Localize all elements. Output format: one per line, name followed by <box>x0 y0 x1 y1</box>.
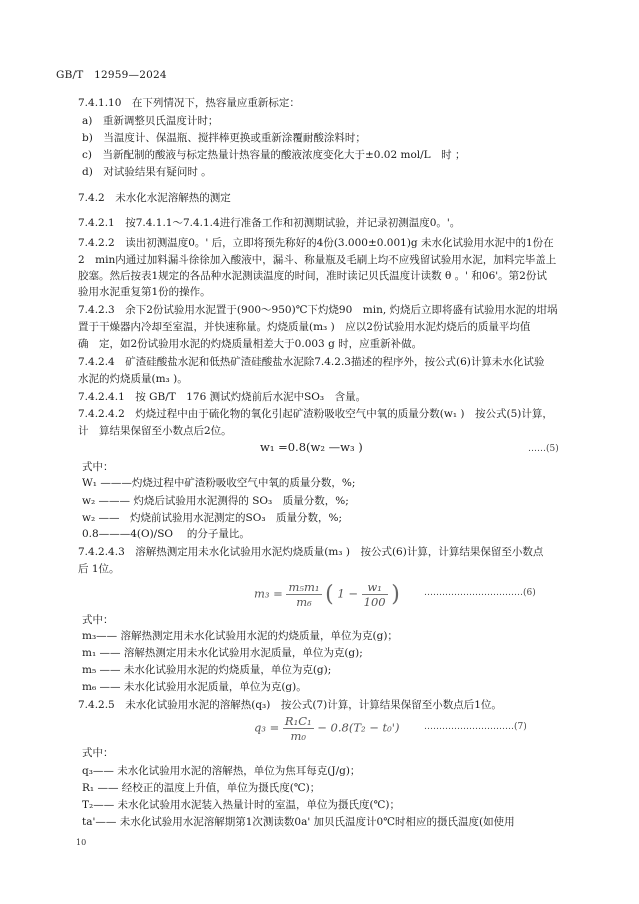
formula-6-denominator: m₆ <box>296 595 312 609</box>
where-label-5: 式中： <box>82 461 114 473</box>
list-item-b: b) 当温度计、保温瓶、搅拌棒更换或重新涂覆耐酸涂料时； <box>82 132 366 144</box>
definition-w2-before: w₂ —— 灼烧前试验用水泥测定的SO₃ 质量分数，%; <box>82 512 343 524</box>
definition-r1: R₁ —— 经校正的温度上升值，单位为摄氏度(℃)； <box>82 782 321 794</box>
clause-7-4-2-3-line2: 置于干燥器内冷却至室温，并快速称量。灼烧质量(m₃ ) 应以2份试验用水泥灼烧后的质量平均值 <box>78 321 531 333</box>
formula-6-lhs: m₃ = <box>254 586 283 601</box>
formula-6: m₃ = $\frac{\text{m₅m₁}}{\text{m₆}}$ ( 1 − $\frac{\text{w₁}}{100}$ ) <box>254 580 400 609</box>
where-label-7: 式中： <box>82 747 114 759</box>
formula-6-fraction <box>286 580 321 609</box>
list-item-a: a) 重新调整贝氏温度计时； <box>82 115 219 127</box>
formula-6-fraction-2 <box>362 580 388 609</box>
formula-7 <box>254 714 399 743</box>
section-heading-7-4-2: 7.4.2 未水化水泥溶解热的测定 <box>78 192 231 204</box>
list-item-c: c) 当新配制的酸液与标定热量计热容量的酸液浓度变化大于±0.02 mol/L 时 ； <box>82 149 466 161</box>
page-number: 10 <box>76 838 87 847</box>
formula-5: w₁ =0.8(w₂ —w₃ ) <box>260 440 363 454</box>
formula-6-denominator-2: 100 <box>363 595 386 609</box>
clause-7-4-1-10: 7.4.1.10 在下列情况下，热容量应重新标定： <box>78 97 300 109</box>
formula-7-numerator: R₁C₁ <box>284 714 312 728</box>
clause-7-4-2-2-line4: 验用水泥重复第1份的操作。 <box>78 286 211 298</box>
formula-7-denominator: m₀ <box>290 729 307 743</box>
clause-7-4-2-3-line1: 7.4.2.3 余下2份试验用水泥置于(900～950)℃下灼烧90 min, 灼烧后立即将盛有试验用水泥的坩埚 <box>78 304 558 316</box>
definition-t2: T₂—— 未水化试验用水泥装入热量计时的室温，单位为摄氏度(℃)； <box>82 799 400 811</box>
formula-7-lhs: q₃ = <box>254 720 280 735</box>
equation-number-5: ……(5) <box>528 444 559 454</box>
formula-6-numerator-2: w₁ <box>362 580 388 595</box>
clause-7-4-2-4-1: 7.4.2.4.1 按 GB/T 176 测试灼烧前后水泥中SO₃ 含量。 <box>78 391 367 403</box>
formula-6-numerator: m₅m₁ <box>288 580 320 594</box>
equation-number-7: …………………………(7) <box>424 722 527 732</box>
definition-m1: m₁ —— 溶解热测定用未水化试验用水泥质量，单位为克(g); <box>82 647 363 659</box>
clause-7-4-2-1: 7.4.2.1 按7.4.1.1～7.4.1.4进行准备工作和初测期试验，并记录初测温度0。'。 <box>78 217 461 229</box>
definition-w1: W₁ ———灼烧过程中矿渣粉吸收空气中氧的质量分数，%; <box>82 477 356 489</box>
clause-7-4-2-4-2-line2: 计 算结果保留至小数点后2位。 <box>78 425 232 437</box>
clause-7-4-2-5: 7.4.2.5 未水化试验用水泥的溶解热(q₃) 按公式(7)计算，计算结果保留至小数点后1位。 <box>78 699 502 711</box>
definition-q3: q₃—— 未水化试验用水泥的溶解热，单位为焦耳每克(J/g)； <box>82 765 361 777</box>
definition-m5: m₅ —— 未水化试验用水泥的灼烧质量，单位为克(g); <box>82 664 332 676</box>
definition-m6: m₆ —— 未水化试验用水泥质量，单位为克(g)。 <box>82 681 307 693</box>
clause-7-4-2-4-2-line1: 7.4.2.4.2 灼烧过程中由于硫化物的氧化引起矿渣粉吸收空气中氧的质量分数(w₁ ) 按公式(5)计算， <box>78 408 553 420</box>
definition-w2-after: w₂ ——— 灼烧后试验用水泥测得的 SO₃ 质量分数，%; <box>82 495 349 507</box>
definition-ta: ta'—— 未水化试验用水泥溶解期第1次测读数0a' 加贝氏温度计0℃时相应的摄氏温度(如使用 <box>82 816 515 828</box>
formula-7-rest: − 0.8(T₂ − t₀') <box>317 720 400 735</box>
definition-m3: m₃—— 溶解热测定用未水化试验用水泥的灼烧质量，单位为克(g)； <box>82 630 398 642</box>
clause-7-4-2-2-line2: 2 min内通过加料漏斗徐徐加入酸液中，漏斗、称量瓶及毛刷上均不应残留试验用水泥，加料完毕盖上 <box>78 254 557 266</box>
where-label-6: 式中： <box>82 614 114 626</box>
clause-7-4-2-4-line1: 7.4.2.4 矿渣硅酸盐水泥和低热矿渣硅酸盐水泥除7.4.2.3描述的程序外，按公式(6)计算未水化试验 <box>78 356 545 368</box>
clause-7-4-2-3-line3: 确 定，如2份试验用水泥的灼烧质量相差大于0.003 g 时，应重新补做。 <box>78 338 423 350</box>
equation-number-6: ……………………………(6) <box>424 588 536 598</box>
clause-7-4-2-2-line1: 7.4.2.2 读出初测温度0。' 后，立即将预先称好的4份(3.000±0.001)g 未水化试验用水泥中的1份在 <box>78 237 554 249</box>
definition-ratio: 0.8———4(O)/SO 的分子量比。 <box>82 528 250 540</box>
clause-7-4-2-4-line2: 水泥的灼烧质量(m₃ )。 <box>78 373 188 385</box>
clause-7-4-2-4-3-line2: 后 1位。 <box>78 563 120 575</box>
standard-header: GB/T 12959—2024 <box>56 69 167 81</box>
list-item-d: d) 对试验结果有疑问时 。 <box>82 166 212 178</box>
clause-7-4-2-2-line3: 胶塞。然后按表1规定的各品种水泥测读温度的时间，准时读记贝氏温度计读数 θ 。' 和06'。第2份试 <box>78 270 547 282</box>
formula-6-mid: 1 − <box>337 586 359 601</box>
clause-7-4-2-4-3-line1: 7.4.2.4.3 溶解热测定用未水化试验用水泥灼烧质量(m₃ ) 按公式(6)计算，计算结果保留至小数点 <box>78 546 544 558</box>
formula-7-fraction <box>283 714 314 743</box>
